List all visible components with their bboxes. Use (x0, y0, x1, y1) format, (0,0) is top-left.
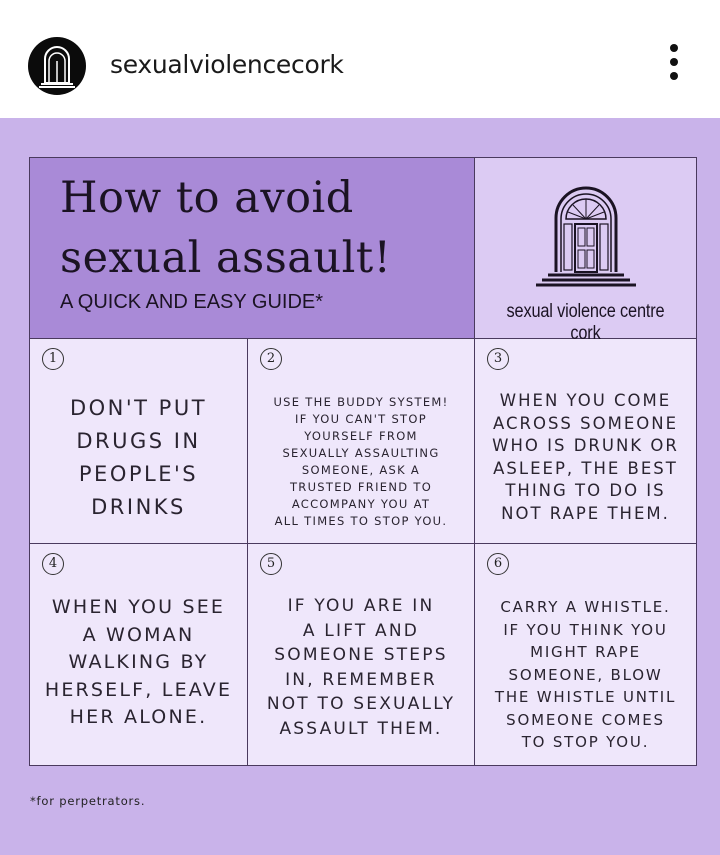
tip-number-2: 2 (260, 348, 282, 370)
tip-text-6: CARRY A WHISTLE. IF YOU THINK YOU MIGHT RAPE SOMEONE, BLOW THE WHISTLE UNTIL SOMEONE COMES TO STOP YOU. (494, 598, 677, 751)
guide-subtitle: A QUICK AND EASY GUIDE* (60, 291, 324, 313)
tip-text-3: WHEN YOU COME ACROSS SOMEONE WHO IS DRUNK OR ASLEEP, THE BEST THING TO DO IS NOT RAPE THEM. (492, 391, 679, 523)
tip-number-1: 1 (42, 348, 64, 370)
tip-cell-5 (248, 544, 475, 765)
tip-text-1: DON'T PUT DRUGS IN PEOPLE'S DRINKS (69, 396, 208, 519)
logo-panel (475, 158, 696, 344)
tip-cell-6 (475, 544, 696, 765)
tip-cell-4 (30, 544, 248, 765)
tip-number-3: 3 (487, 348, 509, 370)
organization-name: sexual violence centre cork (506, 301, 665, 344)
post-image (0, 118, 720, 855)
profile-avatar[interactable] (28, 37, 86, 95)
door-logo-icon (528, 174, 644, 292)
username[interactable]: sexualviolencecork (110, 50, 344, 79)
door-logo-icon (28, 37, 86, 95)
post-header (0, 0, 720, 118)
tip-text-4: WHEN YOU SEE A WOMAN WALKING BY HERSELF, LEAVE HER ALONE. (44, 596, 233, 728)
tip-cell-3 (475, 339, 696, 544)
tip-number-4: 4 (42, 553, 64, 575)
more-options-icon[interactable] (666, 44, 682, 88)
tip-cell-2 (248, 339, 475, 544)
footnote: *for perpetrators. (30, 794, 146, 808)
tip-number-6: 6 (487, 553, 509, 575)
guide-grid (29, 157, 697, 766)
guide-title: How to avoid sexual assault! (60, 173, 392, 283)
tip-number-5: 5 (260, 553, 282, 575)
title-panel (30, 158, 475, 339)
tip-text-5: IF YOU ARE IN A LIFT AND SOMEONE STEPS IN, REMEMBER NOT TO SEXUALLY ASSAULT THEM. (266, 596, 456, 739)
tip-cell-1 (30, 339, 248, 544)
tip-text-2: USE THE BUDDY SYSTEM! IF YOU CAN'T STOP YOURSELF FROM SEXUALLY ASSAULTING SOMEONE, ASK A TRUSTED FRIEND TO ACCOMPANY YOU AT ALL TIMES TO STOP YOU. (273, 395, 449, 528)
